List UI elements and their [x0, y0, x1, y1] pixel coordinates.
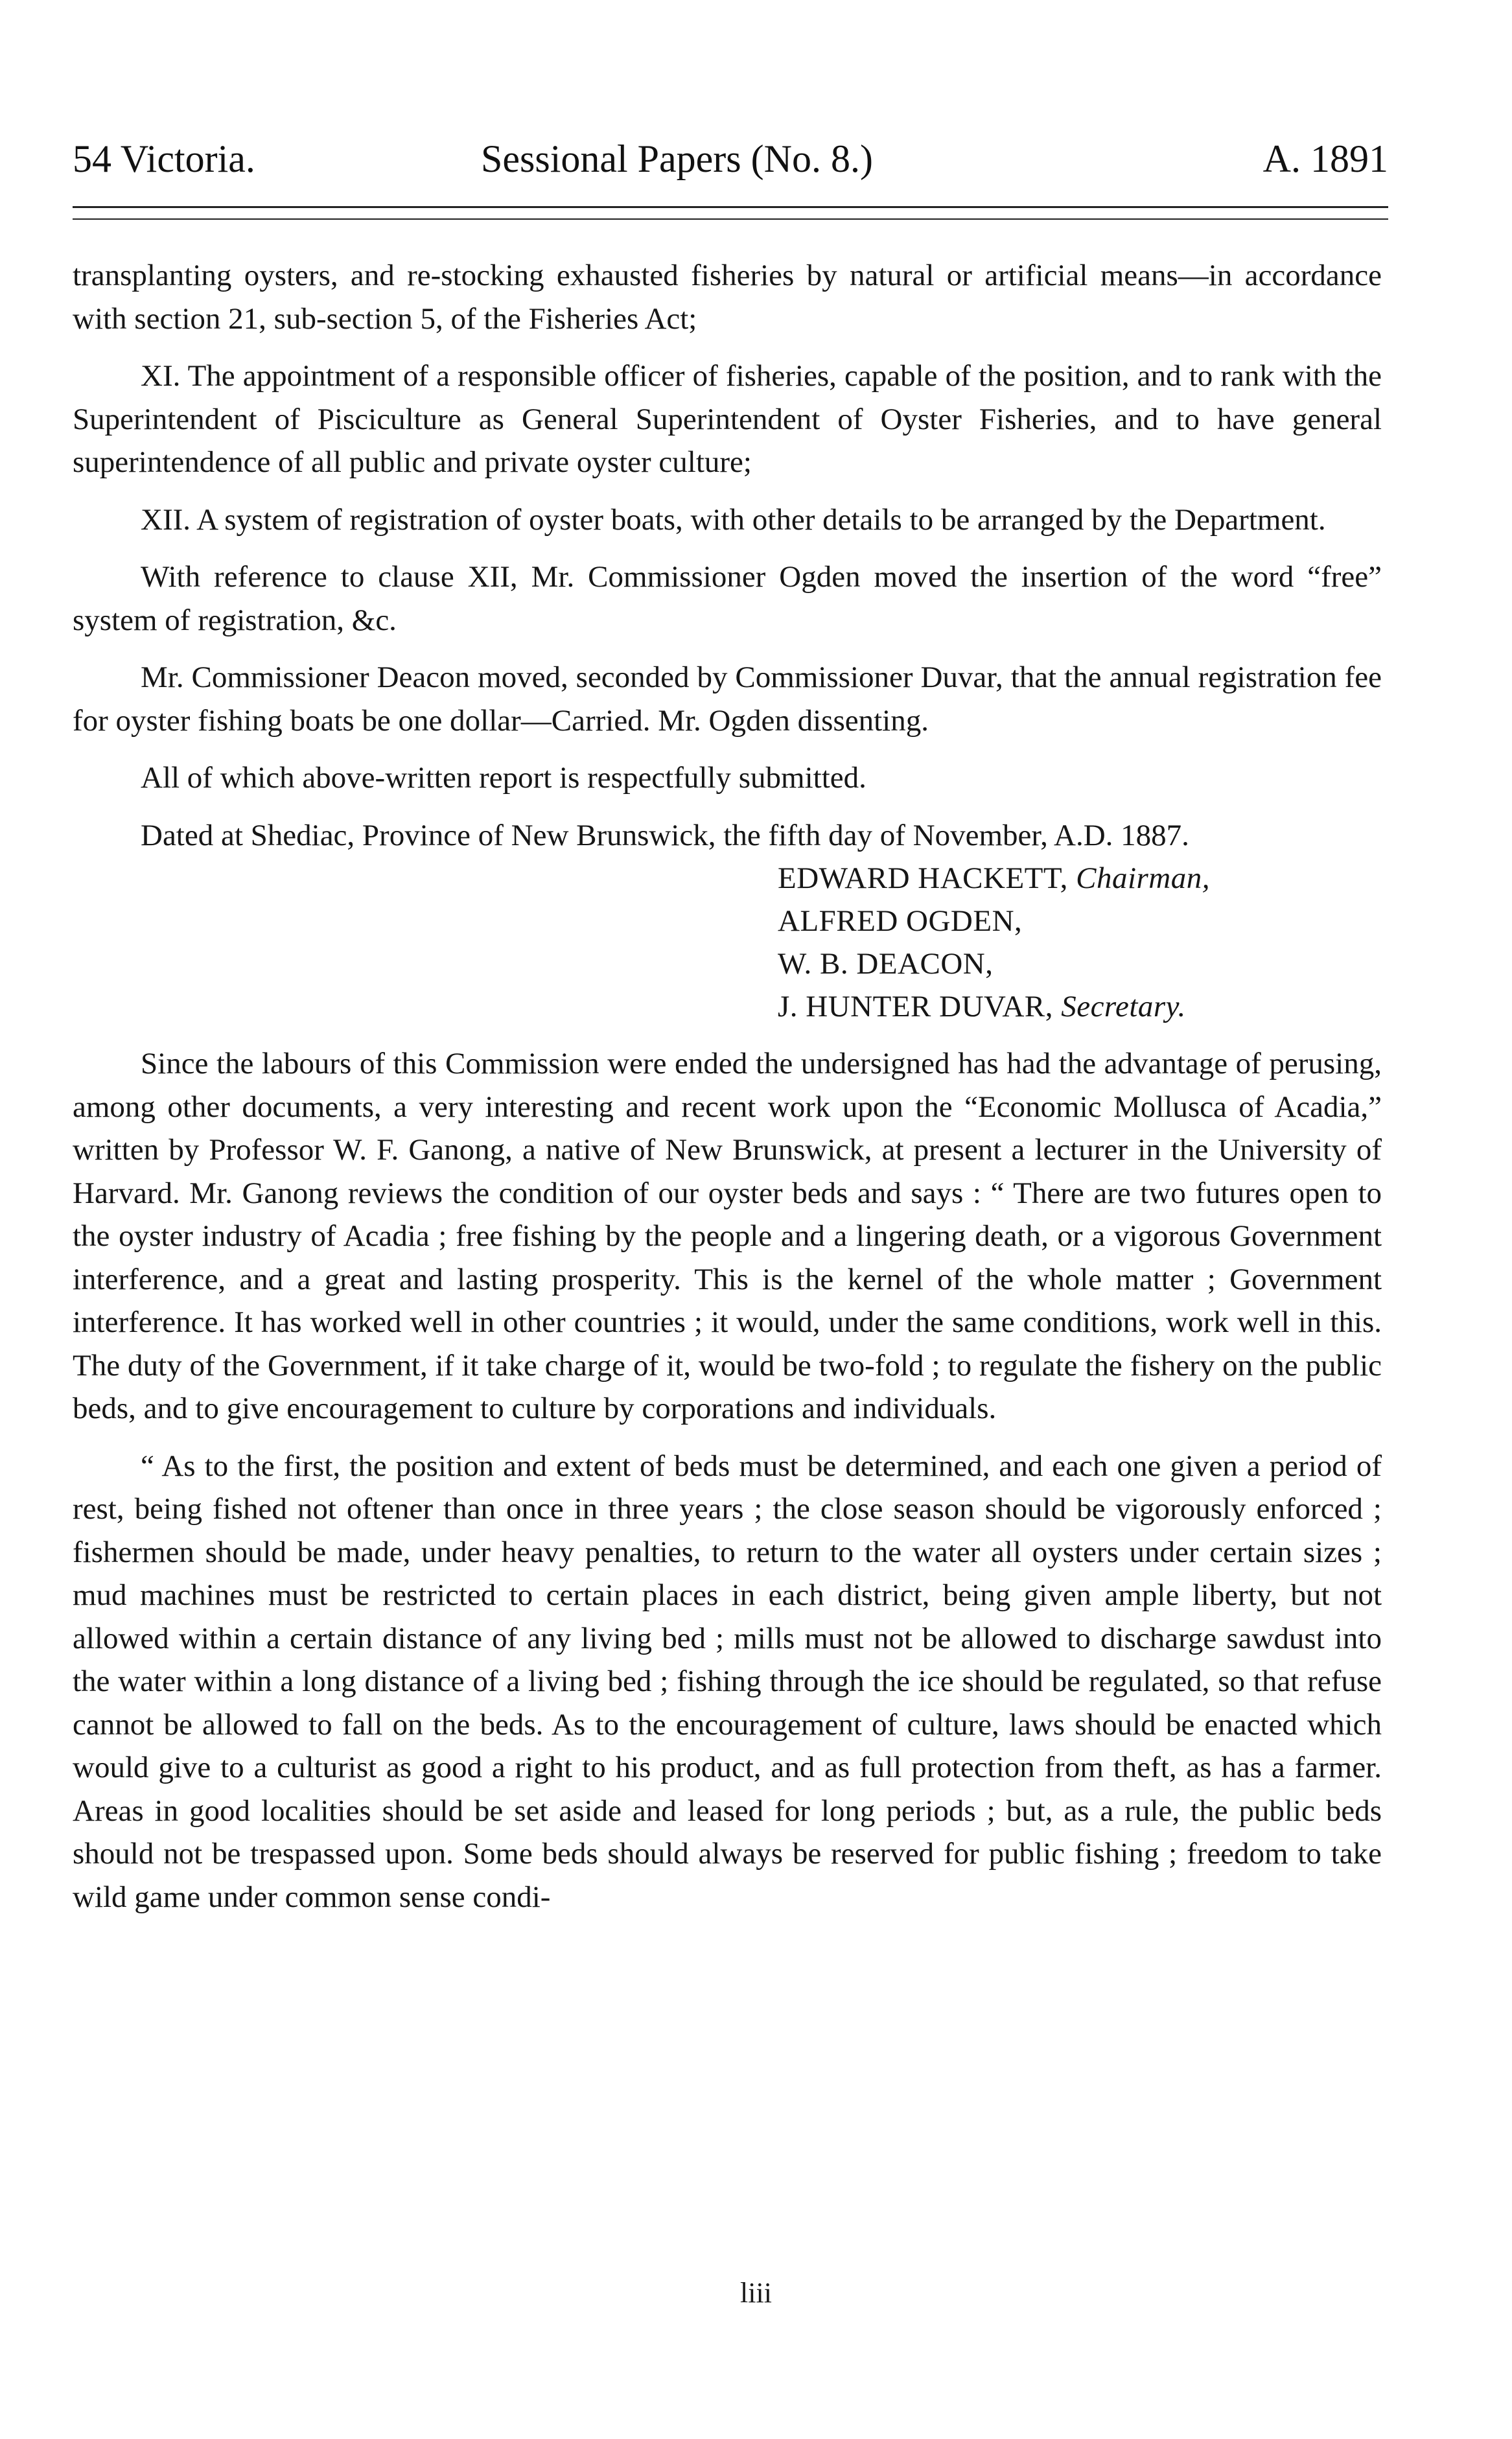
paragraph-dateline: Dated at Shediac, Province of New Brunswick, the fifth day of November, A.D. 1887.	[141, 818, 1189, 852]
signatory-line	[778, 900, 1380, 942]
signatory-line	[778, 985, 1380, 1028]
paragraph-continuation: transplanting oysters, and re-stocking exhausted fisheries by natural or artificial means—in accordance with section 21, sub-section 5, of the Fisheries Act;	[73, 259, 1382, 336]
paragraph-deacon-motion: Mr. Commissioner Deacon moved, seconded by Commissioner Duvar, that the annual registration fee for oyster fishing boats be one dollar—Carried. Mr. Ogden dissenting.	[73, 660, 1382, 738]
signatory-name: EDWARD HACKETT,	[778, 861, 1068, 895]
signatory-line	[778, 942, 1380, 985]
signatory-line	[778, 857, 1380, 900]
signatory-role: Secretary.	[1061, 990, 1186, 1023]
running-header	[73, 133, 1388, 185]
header-title: Sessional Papers (No. 8.)	[481, 137, 873, 180]
body-text	[73, 254, 1382, 1919]
paragraph-ogden-motion: With reference to clause XII, Mr. Commissioner Ogden moved the insertion of the word “free” system of registration, &c.	[73, 560, 1382, 637]
paragraph-submission: All of which above-written report is respectfully submitted.	[141, 761, 866, 795]
header-rule-bottom	[73, 218, 1388, 220]
header-volume: 54 Victoria.	[73, 137, 255, 180]
paragraph-clause-xii: XII. A system of registration of oyster boats, with other details to be arranged by the Department.	[141, 502, 1326, 537]
paragraph-clause-xi: XI. The appointment of a responsible officer of fisheries, capable of the position, and to rank with the Superintendent of Pisciculture as General Superintendent of Oyster Fisheries, and to have general superintendence of all public and private oyster culture;	[73, 359, 1382, 479]
paragraph-ganong-quote: “ As to the first, the position and extent of beds must be determined, and each one given a period of rest, being fished not oftener than once in three years ; the close season should be vigorously enforced ; fishermen should be made, under heavy penalties, to return to the water all oysters under certain sizes ; mud machines must be restricted to certain places in each district, being given ample liberty, but not allowed within a certain distance of any living bed ; mills must not be allowed to discharge sawdust into the water within a long distance of a living bed ; fishing through the ice should be regulated, so that refuse cannot be allowed to fall on the beds. As to the encouragement of culture, laws should be enacted which would give to a culturist as good a right to his product, and as full protection from theft, as has a farmer. Areas in good localities should be set aside and leased for long periods ; but, as a rule, the public beds should not be trespassed upon. Some beds should always be reserved for public fishing ; freedom to take wild game under common sense condi-	[73, 1449, 1382, 1914]
page-folio: liii	[740, 2277, 772, 2309]
header-rule-top	[73, 206, 1388, 208]
header-year: A. 1891	[1262, 137, 1388, 180]
signatory-name: W. B. DEACON,	[778, 947, 994, 981]
signatory-role: Chairman,	[1076, 861, 1210, 895]
paragraph-ganong-review: Since the labours of this Commission were ended the undersigned has had the advantage of perusing, among other documents, a very interesting and recent work upon the “Economic Mollusca of Acadia,” written by Professor W. F. Ganong, a native of New Brunswick, at present a lecturer in the University of Harvard. Mr. Ganong reviews the condition of our oyster beds and says : “ There are two futures open to the oyster industry of Acadia ; free fishing by the people and a lingering death, or a vigorous Government interference, and a great and lasting prosperity. This is the kernel of the whole matter ; Government interference. It has worked well in other countries ; it would, under the same conditions, work well in this. The duty of the Government, if it take charge of it, would be two-fold ; to regulate the fishery on the public beds, and to give encouragement to culture by corporations and individuals.	[73, 1047, 1382, 1425]
signatory-name: ALFRED OGDEN,	[778, 904, 1023, 938]
signature-block	[778, 857, 1380, 1028]
signatory-name: J. HUNTER DUVAR,	[778, 990, 1053, 1023]
